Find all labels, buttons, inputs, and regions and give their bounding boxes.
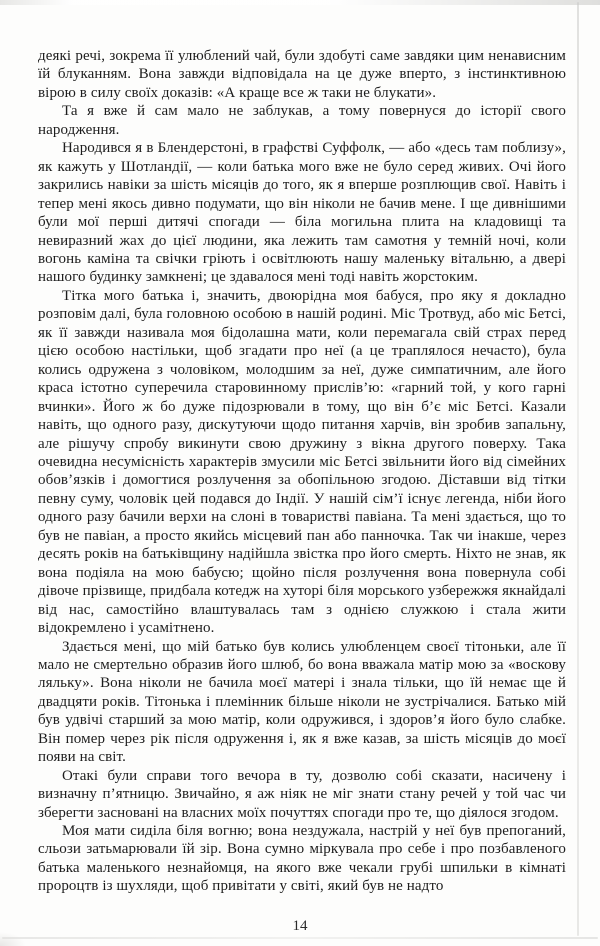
scan-artifact-right-edge — [577, 2, 579, 936]
paragraph: Та я вже й сам мало не заблукав, а тому повернуся до історії свого народження. — [38, 103, 566, 138]
paragraph: Тітка мого батька і, значить, двоюрідна моя бабуся, про яку я докладно розповім далі, була головною особою в нашій родині. Міс Тротвуд, або міс Бетсі, як її завжди називала моя бідолашна мати, коли перемагала свій страх перед цією особою настільки, щоб згадати про неї (а це траплялося нечасто), була колись одружена з чоловіком, молодшим за неї, дуже симпатичним, але його краса істотно суперечила старовинному прислів’ю: «гарний той, у кого гарні вчинки». Його ж бо дуже підозрювали в тому, що він б’є міс Бетсі. Казали навіть, що одного разу, дискутуючи щодо питання харчів, він зробив запальну, але рішучу спробу викинути свою дружину з вікна другого поверху. Така очевидна несумісність характерів змусили міс Бетсі звільнити його від сімейних обов’язків і домогтися розлучення за обопільною згодою. Діставши від тітки певну суму, чоловік цей подався до Індії. У нашій сім’ї існує легенда, ніби його одного разу бачили верхи на слоні в товаристві павіана. Та мені здається, що то був не павіан, а просто якийсь місцевий пан або панночка. Так чи інакше, через десять років на батьківщину надійшла звістка про його смерть. Ніхто не знав, як вона подіяла на мою бабусю; щойно після розлучення вона повернула собі дівоче прізвище, придбала котедж на хуторі біля морського узбережжя якнайдалі від нас, самостійно влаштувалась там з однією служкою і стала жити відокремлено і усамітнено. — [38, 287, 566, 637]
text-block — [38, 47, 566, 896]
paragraph: Здається мені, що мій батько був колись улюбленцем своєї тітоньки, але її мало не смертельно образив його шлюб, бо вона вважала матір мою за «воскову ляльку». Вона ніколи не бачила моєї матері і знала тільки, що їй немає ще й двадцяти років. Тітонька і племінник більше ніколи не зустрічалися. Батько мій був удвічі старший за мою матір, коли одружився, і здоров’я його було слабке. Він помер через рік після одруження і, як я вже казав, за шість місяців до моєї появи на світ. — [38, 638, 566, 766]
paragraph: Народився я в Блендерстоні, в графстві Суффолк, — або «десь там поблизу», як кажуть у Шотландії, — коли батька мого вже не було серед живих. Очі його закрились навіки за шість місяців до того, як я вперше розплющив свої. Навіть і тепер мені якось дивно подумати, що він ніколи не бачив мене. І ще дивнішими були мої перші дитячі спогади — біла могильна плита на кладовищі та невиразний жах до цієї людини, яка лежить там самотня у темній ночі, коли вогонь каміна та свічки гріють і освітлюють нашу маленьку вітальню, а двері нашого будинку замкнені; це здавалося мені тоді навіть жорстоким. — [38, 140, 566, 286]
page-number: 14 — [292, 918, 308, 934]
paragraph: Моя мати сиділа біля вогню; вона нездужала, настрій у неї був препоганий, сльози затьмарювали їй зір. Вона сумно міркувала про себе і про позбавленого батька маленького незнайомця, на якого вже чекали грубі шпильки в кімнаті пророцтв із шухляди, щоб привітати у світі, який був не надто — [38, 823, 566, 895]
paragraph: деякі речі, зокрема її улюблений чай, були здобуті саме завдяки цим ненависним їй блуканням. Вона завжди відповідала на це дуже вперто, з інстинктивною вірою в силу своїх доказів: «А краще все ж таки не блукати». — [38, 48, 566, 101]
scan-artifact-bottom-edge — [2, 937, 598, 939]
paragraph: Отакі були справи того вечора в ту, дозволю собі сказати, насичену і визначну п’ятницю. Звичайно, я аж ніяк не міг знати стану речей у той час чи зберегти засновані на власних моїх почуттях спогади про те, що діялося згодом. — [38, 767, 566, 821]
scan-artifact-top-edge — [0, 0, 600, 5]
